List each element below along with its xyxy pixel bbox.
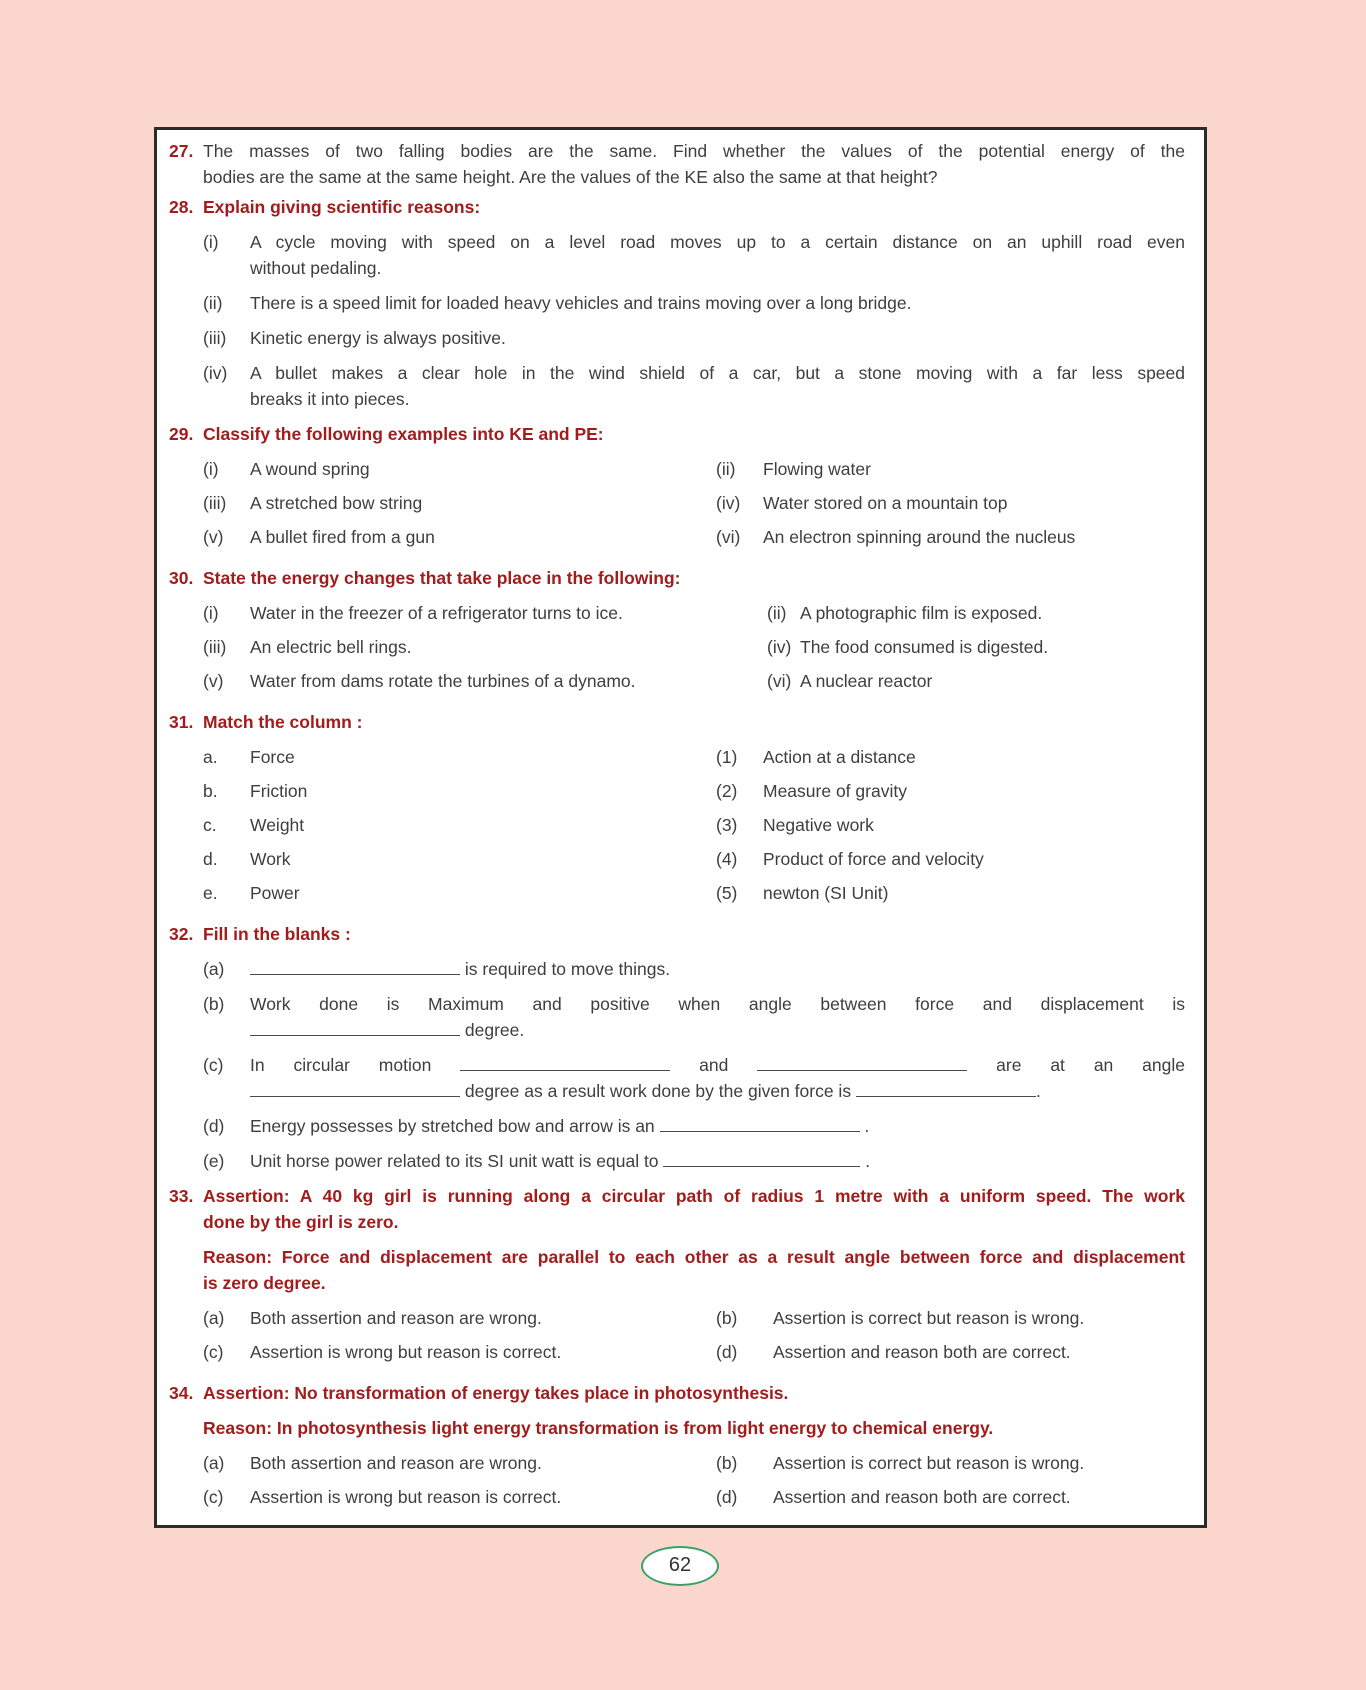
option <box>203 1450 716 1476</box>
sub-item-text: A stretched bow string <box>250 493 423 513</box>
question-number: 29. <box>169 424 194 444</box>
question-heading: Explain giving scientific reasons: <box>203 197 481 217</box>
sub-item-label: (v) <box>203 527 224 547</box>
sub-item-label: (vi) <box>716 527 741 547</box>
question-body <box>203 1380 1185 1518</box>
fill-text: are at an angle <box>996 1055 1185 1075</box>
option-label: (d) <box>716 1342 738 1362</box>
fill-text: is required to move things. <box>464 959 671 979</box>
fill-text: degree as a result work done by the given force is <box>464 1081 852 1101</box>
sub-item <box>203 290 1185 316</box>
sub-item-label: (iii) <box>203 637 227 657</box>
options-row <box>203 1305 1185 1331</box>
fill-text: degree. <box>464 1020 525 1040</box>
sub-item-label: (ii) <box>767 603 787 623</box>
match-row <box>203 812 1185 838</box>
question-29 <box>169 421 1185 558</box>
question-number: 33. <box>169 1186 194 1206</box>
list-row <box>203 456 1185 482</box>
option <box>203 1484 716 1510</box>
list-row <box>203 634 1185 660</box>
reason-text <box>203 1244 1185 1296</box>
blank-line <box>250 1032 460 1036</box>
match-row <box>203 744 1185 770</box>
fill-blank-item-b <box>203 991 1185 1043</box>
sub-item-label: c. <box>203 815 217 835</box>
question-body <box>203 565 1185 702</box>
sub-item-text: newton (SI Unit) <box>763 883 889 903</box>
page-number-badge: 62 <box>641 1546 719 1586</box>
sub-item-text <box>250 991 1185 1043</box>
sub-item-text: A bullet fired from a gun <box>250 527 435 547</box>
match-left <box>203 846 716 872</box>
sub-item-text: Measure of gravity <box>763 781 907 801</box>
blank-line <box>856 1093 1036 1097</box>
option <box>716 1305 1185 1331</box>
sub-item-text-line: breaks it into pieces. <box>250 389 410 409</box>
sub-item-label: (3) <box>716 815 738 835</box>
option-label: (a) <box>203 1453 225 1473</box>
option-label: (b) <box>716 1453 738 1473</box>
match-row <box>203 846 1185 872</box>
list-row <box>203 600 1185 626</box>
sub-item-label: (iv) <box>767 637 792 657</box>
list-row <box>203 490 1185 516</box>
fill-text-line: Work done is Maximum and positive when angle between force and displacement is <box>250 994 1185 1014</box>
fill-text: . <box>1035 1081 1041 1101</box>
option-text: Assertion is wrong but reason is correct. <box>250 1342 562 1362</box>
question-32 <box>169 921 1185 1176</box>
question-number: 28. <box>169 197 194 217</box>
sub-item-text <box>250 360 1185 412</box>
list-item <box>203 600 767 626</box>
sub-item-text: An electron spinning around the nucleus <box>763 527 1076 547</box>
blank-line <box>663 1163 860 1167</box>
reason-line: is zero degree. <box>203 1273 326 1293</box>
sub-item-text: An electric bell rings. <box>250 637 412 657</box>
fill-text-line <box>250 1052 1185 1078</box>
match-row <box>203 880 1185 906</box>
sub-item-label: (4) <box>716 849 738 869</box>
options-row <box>203 1450 1185 1476</box>
option-text: Both assertion and reason are wrong. <box>250 1308 542 1328</box>
list-item <box>203 634 767 660</box>
sub-item-text: Water in the freezer of a refrigerator turns to ice. <box>250 603 623 623</box>
question-34 <box>169 1380 1185 1518</box>
sub-item-label: e. <box>203 883 218 903</box>
sub-item-text <box>250 1113 1185 1139</box>
assertion-line: done by the girl is zero. <box>203 1212 399 1232</box>
sub-item-text-line: A cycle moving with speed on a level road moves up to a certain distance on an uphill road even <box>250 232 1185 252</box>
reason-text: Reason: In photosynthesis light energy transformation is from light energy to chemical energy. <box>203 1418 994 1438</box>
sub-item-label: (v) <box>203 671 224 691</box>
sub-item-label: (e) <box>203 1151 225 1171</box>
sub-item-text: Friction <box>250 781 308 801</box>
sub-item-text: A photographic film is exposed. <box>800 603 1043 623</box>
option-text: Assertion is correct but reason is wrong. <box>773 1453 1085 1473</box>
fill-blank-item-e <box>203 1148 1185 1174</box>
blank-line <box>250 971 460 975</box>
match-left <box>203 812 716 838</box>
sub-item-label: d. <box>203 849 218 869</box>
options-row <box>203 1339 1185 1365</box>
fill-text: . <box>865 1151 871 1171</box>
sub-item-text: A nuclear reactor <box>800 671 933 691</box>
sub-item-text: Work <box>250 849 291 869</box>
fill-text: Energy possesses by stretched bow and arrow is an <box>250 1116 655 1136</box>
match-row <box>203 778 1185 804</box>
options-row <box>203 1484 1185 1510</box>
question-body <box>203 194 1185 414</box>
sub-item-label: (vi) <box>767 671 792 691</box>
list-item <box>203 524 716 550</box>
match-left <box>203 880 716 906</box>
blank-line <box>757 1067 967 1071</box>
list-item <box>716 490 1185 516</box>
question-number: 34. <box>169 1383 194 1403</box>
option <box>716 1339 1185 1365</box>
question-heading: Classify the following examples into KE and PE: <box>203 424 604 444</box>
sub-item <box>203 229 1185 281</box>
sub-item-label: (c) <box>203 1055 224 1075</box>
blank-line <box>460 1067 670 1071</box>
question-number: 27. <box>169 141 194 161</box>
sub-item-text: A wound spring <box>250 459 370 479</box>
assertion-text <box>203 1183 1185 1235</box>
sub-item-label: (iii) <box>203 493 227 513</box>
option-label: (b) <box>716 1308 738 1328</box>
match-right <box>716 812 1185 838</box>
sub-item-text: Product of force and velocity <box>763 849 984 869</box>
sub-item-text: Water from dams rotate the turbines of a dynamo. <box>250 671 636 691</box>
question-body <box>203 921 1185 1176</box>
fill-text-line <box>250 1017 1185 1043</box>
question-text-line: bodies are the same at the same height. Are the values of the KE also the same at that height? <box>203 167 938 187</box>
sub-item-text-line: without pedaling. <box>250 258 382 278</box>
list-item <box>203 490 716 516</box>
question-body <box>203 1183 1185 1373</box>
fill-text: and <box>699 1055 729 1075</box>
sub-item-label: (iv) <box>716 493 741 513</box>
sub-item-label: (ii) <box>716 459 736 479</box>
option-text: Assertion is correct but reason is wrong. <box>773 1308 1085 1328</box>
list-row <box>203 524 1185 550</box>
fill-blank-item-d <box>203 1113 1185 1139</box>
fill-text: Unit horse power related to its SI unit watt is equal to <box>250 1151 659 1171</box>
option <box>203 1339 716 1365</box>
sub-item-text-line: There is a speed limit for loaded heavy vehicles and trains moving over a long bridge. <box>250 293 912 313</box>
sub-item-text: Power <box>250 883 300 903</box>
option-text: Assertion and reason both are correct. <box>773 1342 1071 1362</box>
sub-item-text <box>250 956 1185 982</box>
blank-line <box>250 1093 460 1097</box>
sub-item-label: a. <box>203 747 218 767</box>
sub-item-text: Water stored on a mountain top <box>763 493 1008 513</box>
list-item <box>203 668 767 694</box>
question-text-line: The masses of two falling bodies are the same. Find whether the values of the potential energy of the <box>203 141 1185 161</box>
sub-item-label: (iii) <box>203 328 227 348</box>
option <box>716 1484 1185 1510</box>
assertion-text: Assertion: No transformation of energy takes place in photosynthesis. <box>203 1383 789 1403</box>
sub-item-label: (ii) <box>203 293 223 313</box>
sub-item-text <box>250 229 1185 281</box>
sub-item-text: Weight <box>250 815 305 835</box>
list-item <box>716 456 1185 482</box>
match-right <box>716 880 1185 906</box>
sub-item-label: (b) <box>203 994 225 1014</box>
option <box>716 1450 1185 1476</box>
question-heading: Fill in the blanks : <box>203 924 351 944</box>
sub-item-text: Action at a distance <box>763 747 916 767</box>
option-label: (a) <box>203 1308 225 1328</box>
sub-item-label: (i) <box>203 232 219 252</box>
sub-item-text-line: A bullet makes a clear hole in the wind shield of a car, but a stone moving with a far less speed <box>250 363 1185 383</box>
content-box <box>154 127 1207 1528</box>
sub-item-label: b. <box>203 781 218 801</box>
sub-item-label: (i) <box>203 603 219 623</box>
option-label: (c) <box>203 1342 224 1362</box>
question-heading: Match the column : <box>203 712 363 732</box>
list-item <box>767 600 1185 626</box>
reason-line: Reason: Force and displacement are parallel to each other as a result angle between force and displacement <box>203 1247 1185 1267</box>
question-33 <box>169 1183 1185 1373</box>
sub-item-text: Force <box>250 747 295 767</box>
option-text: Assertion is wrong but reason is correct. <box>250 1487 562 1507</box>
assertion-line: Assertion: A 40 kg girl is running along a circular path of radius 1 metre with a uniform speed. The work <box>203 1186 1185 1206</box>
sub-item-text: The food consumed is digested. <box>800 637 1049 657</box>
question-27 <box>169 138 1185 190</box>
question-number: 31. <box>169 712 194 732</box>
sub-item <box>203 360 1185 412</box>
question-30 <box>169 565 1185 702</box>
sub-item-label: (1) <box>716 747 738 767</box>
sub-item-text-line: Kinetic energy is always positive. <box>250 328 506 348</box>
question-28 <box>169 194 1185 414</box>
question-heading: State the energy changes that take place in the following: <box>203 568 681 588</box>
sub-item <box>203 325 1185 351</box>
sub-item-text: Flowing water <box>763 459 871 479</box>
sub-item-label: (5) <box>716 883 738 903</box>
question-body <box>203 709 1185 914</box>
option <box>203 1305 716 1331</box>
fill-text: In circular motion <box>250 1055 432 1075</box>
option-text: Both assertion and reason are wrong. <box>250 1453 542 1473</box>
sub-item-label: (d) <box>203 1116 225 1136</box>
question-number: 30. <box>169 568 194 588</box>
option-text: Assertion and reason both are correct. <box>773 1487 1071 1507</box>
match-left <box>203 744 716 770</box>
sub-item-text: Negative work <box>763 815 874 835</box>
fill-blank-item-c <box>203 1052 1185 1104</box>
question-body <box>203 421 1185 558</box>
match-right <box>716 778 1185 804</box>
fill-blank-item-a <box>203 956 1185 982</box>
list-item <box>203 456 716 482</box>
list-item <box>767 634 1185 660</box>
list-item <box>767 668 1185 694</box>
blank-line <box>660 1128 860 1132</box>
sub-item-text <box>250 1148 1185 1174</box>
match-right <box>716 846 1185 872</box>
match-right <box>716 744 1185 770</box>
sub-item-label: (iv) <box>203 363 228 383</box>
question-31 <box>169 709 1185 914</box>
question-number: 32. <box>169 924 194 944</box>
sub-item-label: (a) <box>203 959 225 979</box>
sub-item-text <box>250 1052 1185 1104</box>
match-left <box>203 778 716 804</box>
fill-text-line <box>250 1078 1185 1104</box>
list-row <box>203 668 1185 694</box>
option-label: (d) <box>716 1487 738 1507</box>
sub-item-label: (i) <box>203 459 219 479</box>
list-item <box>716 524 1185 550</box>
fill-text: . <box>864 1116 870 1136</box>
question-body <box>203 138 1185 190</box>
sub-item-label: (2) <box>716 781 738 801</box>
option-label: (c) <box>203 1487 224 1507</box>
